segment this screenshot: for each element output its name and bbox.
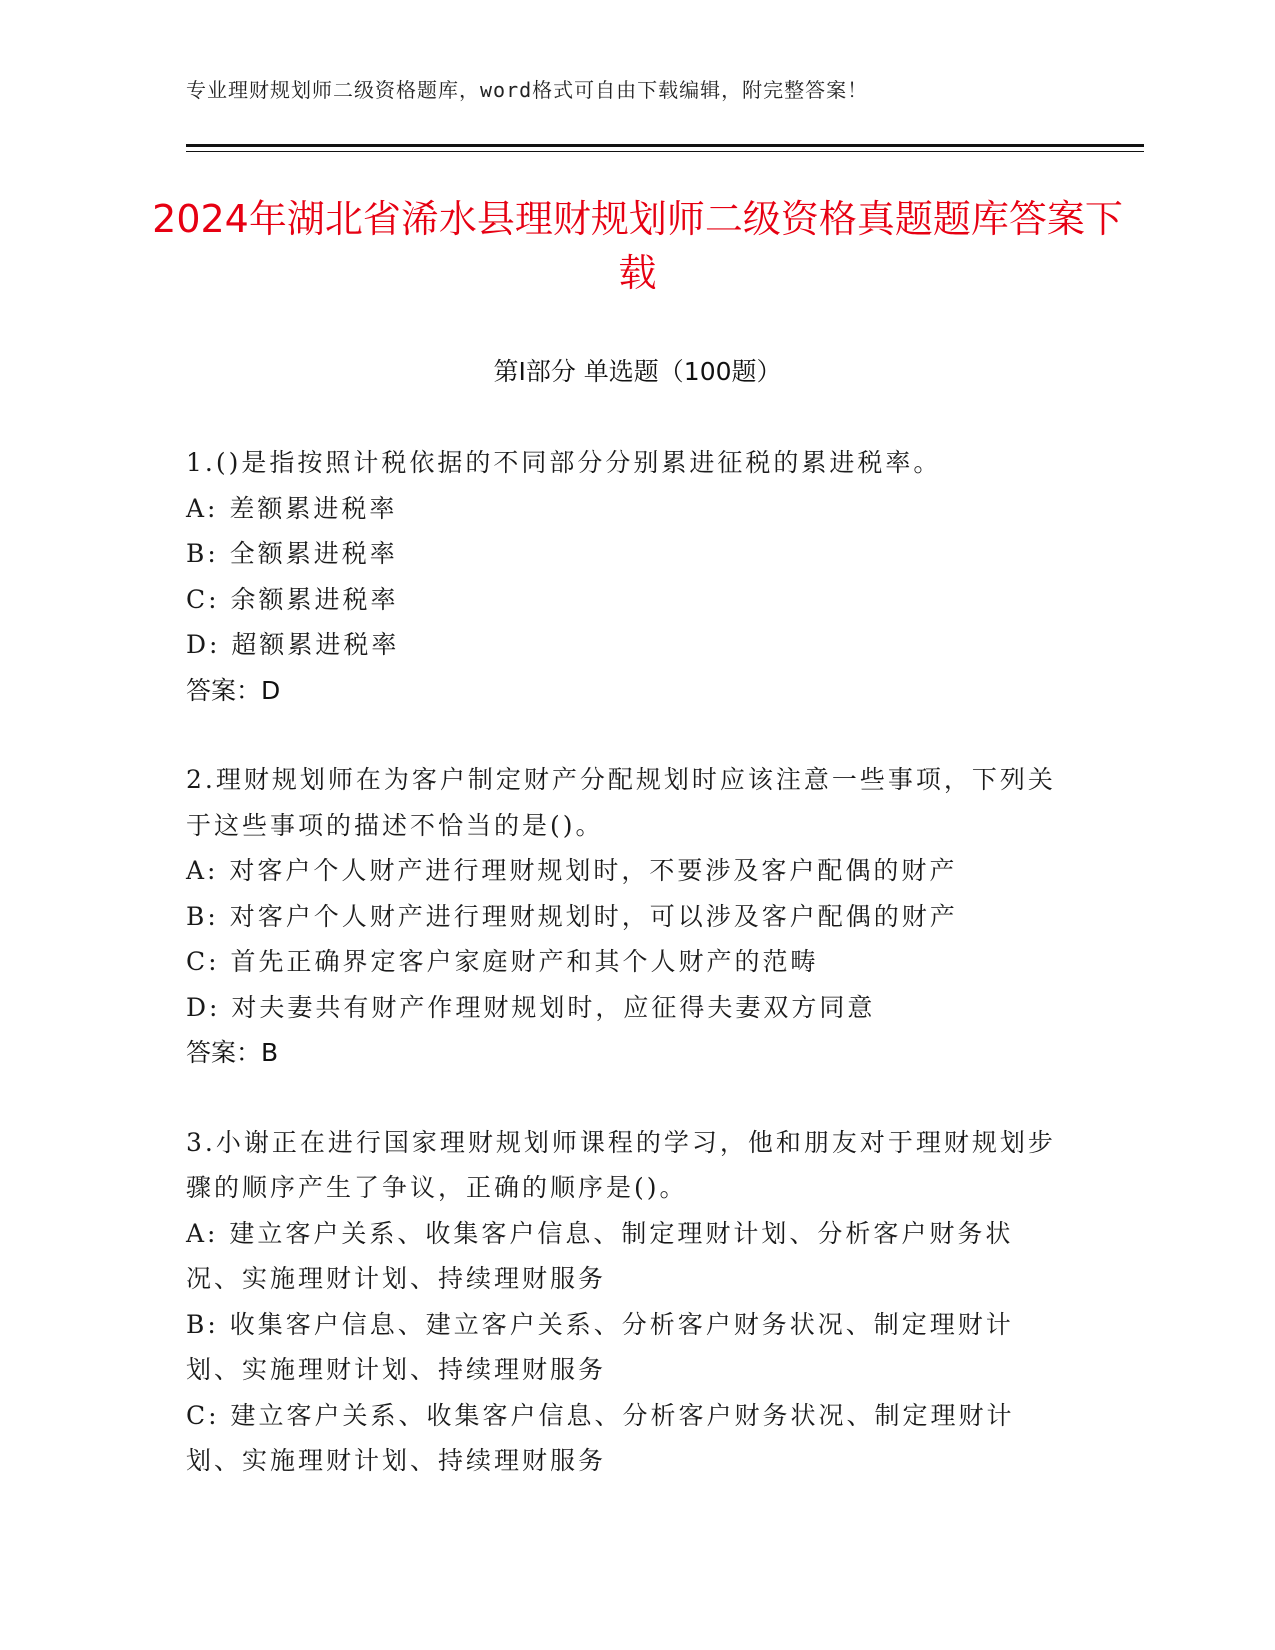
option-b: B: 对客户个人财产进行理财规划时，可以涉及客户配偶的财产 (186, 901, 958, 931)
question-1 (186, 440, 1066, 713)
option-d: D: 对夫妻共有财产作理财规划时，应征得夫妻双方同意 (186, 992, 876, 1022)
question-2 (186, 757, 1066, 1076)
document-title: 2024年湖北省浠水县理财规划师二级资格真题题库答案下载 (152, 197, 1123, 295)
question-3 (186, 1120, 1066, 1484)
question-stem: 3.小谢正在进行国家理财规划师课程的学习，他和朋友对于理财规划步骤的顺序产生了争议，正确的顺序是()。 (186, 1127, 1056, 1202)
answer: 答案：D (186, 675, 281, 705)
option-b: B: 收集客户信息、建立客户关系、分析客户财务状况、制定理财计划、实施理财计划、持续理财服务 (186, 1309, 1014, 1384)
answer: 答案：B (186, 1038, 279, 1067)
header-rule-thick (186, 144, 1144, 147)
option-b: B: 全额累进税率 (186, 539, 398, 568)
question-list (186, 440, 1066, 1528)
question-stem: 1.()是指按照计税依据的不同部分分别累进征税的累进税率。 (186, 448, 942, 477)
section-title: 第Ⅰ部分 单选题（100题） (493, 357, 782, 386)
option-c: C: 余额累进税率 (186, 584, 399, 614)
header-rule-thin (186, 151, 1144, 152)
option-a: A: 差额累进税率 (186, 493, 398, 523)
option-c: C: 首先正确界定客户家庭财产和其个人财产的范畴 (186, 947, 819, 976)
option-a: A: 建立客户关系、收集客户信息、制定理财计划、分析客户财务状况、实施理财计划、持续理财服务 (186, 1218, 1014, 1293)
option-d: D: 超额累进税率 (186, 630, 400, 659)
option-c: C: 建立客户关系、收集客户信息、分析客户财务状况、制定理财计划、实施理财计划、持续理财服务 (186, 1400, 1015, 1475)
header-note: 专业理财规划师二级资格题库，word格式可自由下载编辑，附完整答案！ (186, 78, 869, 102)
option-a: A: 对客户个人财产进行理财规划时，不要涉及客户配偶的财产 (186, 856, 958, 885)
question-stem: 2.理财规划师在为客户制定财产分配规划时应该注意一些事项，下列关于这些事项的描述不恰当的是()。 (186, 765, 1056, 840)
